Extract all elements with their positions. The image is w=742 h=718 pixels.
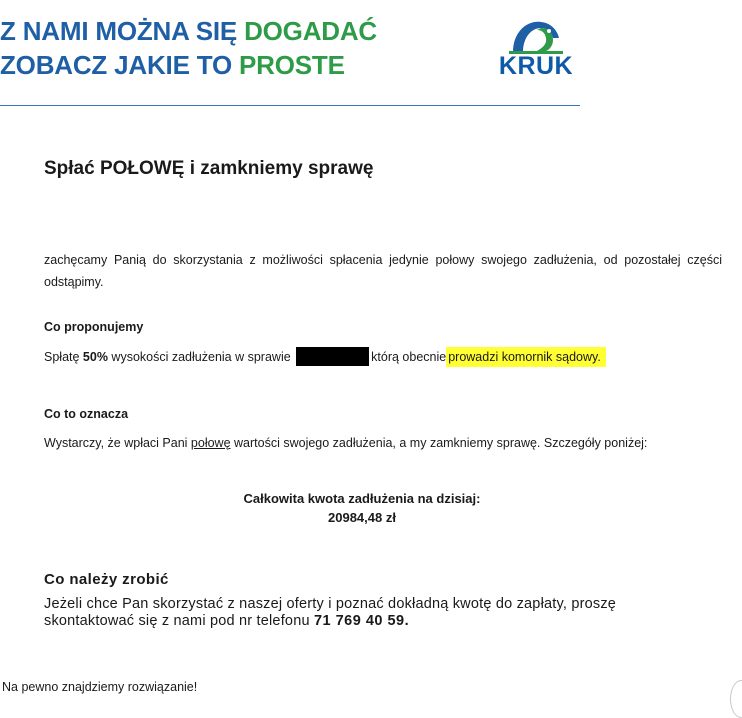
offer-line	[44, 347, 606, 366]
todo-heading: Co należy zrobić	[44, 571, 169, 588]
kruk-logo	[495, 18, 577, 80]
meaning-prefix: Wystarczy, że wpłaci Pani	[44, 436, 191, 450]
offer-percent: 50%	[82, 350, 108, 364]
kruk-bird-icon	[509, 18, 563, 54]
letter-title: Spłać POŁOWĘ i zamkniemy sprawę	[44, 158, 374, 179]
offer-after: którą obecnie	[371, 350, 447, 364]
todo-line-2	[44, 613, 616, 630]
meaning-underlined: połowę	[190, 436, 231, 450]
offer-middle: wysokości zadłużenia w sprawie	[107, 350, 295, 364]
total-label: Całkowita kwota zadłużenia na dzisiaj:	[243, 491, 481, 506]
intro-paragraph: zachęcamy Panią do skorzystania z możliwości spłacenia jedynie połowy swojego zadłużenia, od pozostałej części odstąpimy.	[44, 253, 722, 289]
todo-line-2-text: skontaktować się z nami pod nr telefonu	[44, 613, 314, 629]
meaning-heading: Co to oznacza	[44, 407, 129, 421]
offer-prefix: Spłatę	[44, 350, 83, 364]
offer-heading: Co proponujemy	[44, 320, 144, 334]
offer-highlight: prowadzi komornik sądowy.	[446, 347, 606, 367]
meaning-line	[44, 436, 647, 450]
headline-1-green: DOGADAĆ	[244, 16, 378, 46]
todo-body	[44, 596, 616, 630]
debt-total	[44, 489, 680, 527]
closing-line: Na pewno znajdziemy rozwiązanie!	[2, 680, 198, 694]
corner-fragment	[730, 680, 742, 718]
meaning-suffix: wartości swojego zadłużenia, a my zamkniemy sprawę. Szczegóły poniżej:	[230, 436, 648, 450]
headline-line-1	[0, 16, 377, 47]
header-divider	[0, 105, 580, 106]
headline-2-green: PROSTE	[239, 50, 345, 80]
headline-2-blue: ZOBACZ JAKIE TO	[0, 50, 240, 80]
todo-line-1: Jeżeli chce Pan skorzystać z naszej oferty i poznać dokładną kwotę do zapłaty, proszę	[44, 596, 617, 612]
redacted-case-number	[296, 347, 369, 366]
headline-line-2	[0, 50, 345, 81]
phone-number: 71 769 40 59.	[313, 613, 410, 629]
headline-1-blue: Z NAMI MOŻNA SIĘ	[0, 16, 245, 46]
total-amount: 20984,48 zł	[328, 510, 396, 525]
kruk-logo-text: KRUK	[498, 52, 574, 80]
